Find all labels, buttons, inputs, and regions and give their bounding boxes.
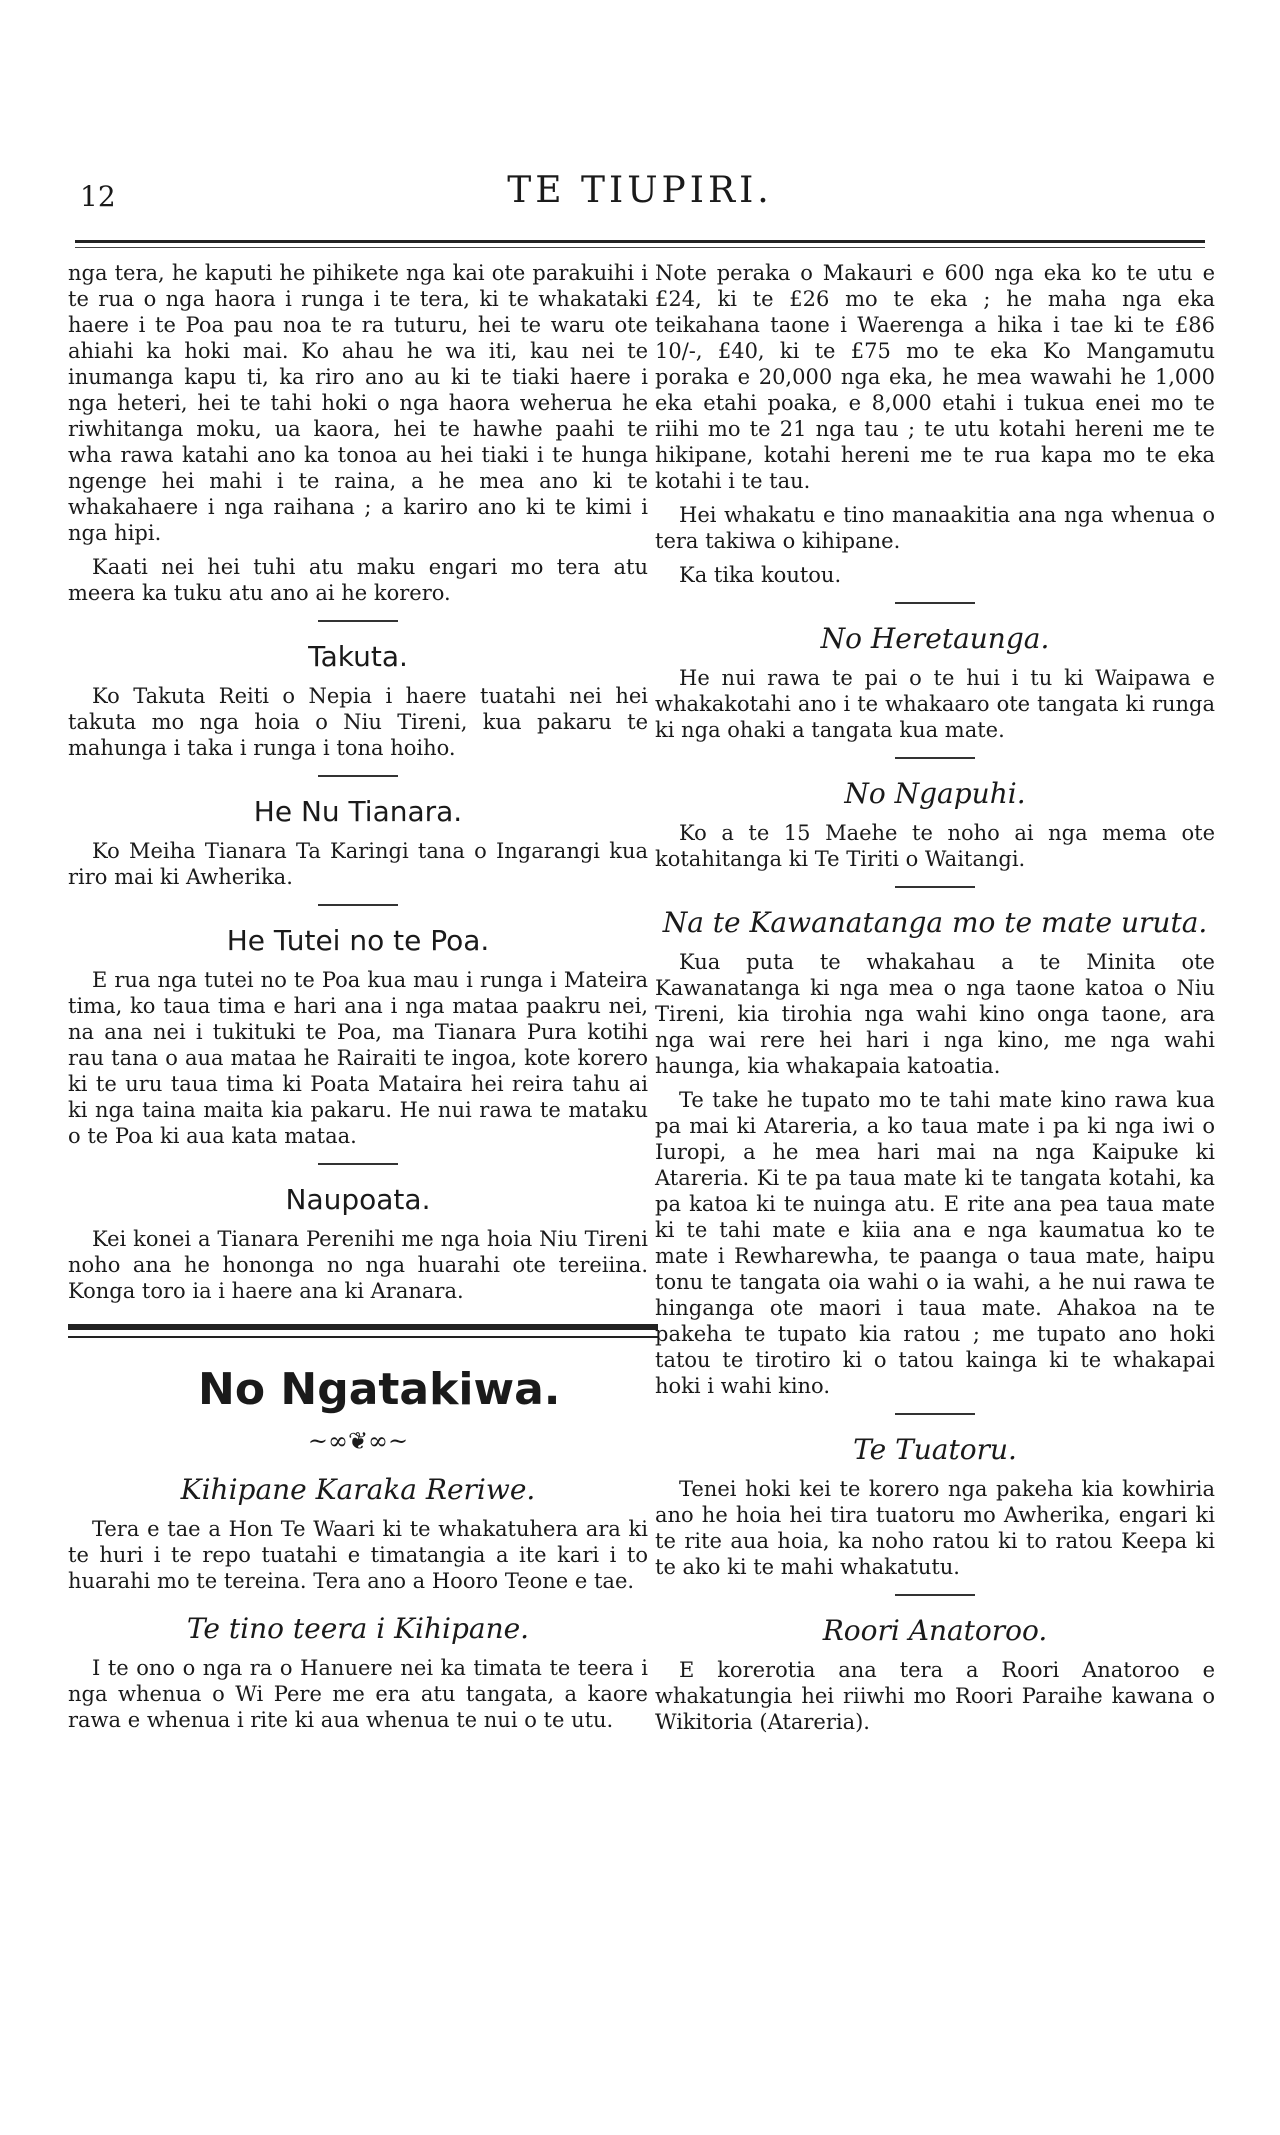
- divider: [895, 886, 975, 888]
- paragraph: Te take he tupato mo te tahi mate kino rawa kua pa mai ki Atareria, a ko taua mate i pa ki nga iwi o Iuropi, a he mea hari mai na nga Kaipuke ki Atareria. Ki te pa taua mate ki te tangata kotahi, ka pa katoa ki te nuinga atu. E rite ana pea taua mate ki te tahi mate e kiia ana e nga kaumatua ko te mate i Rewharewha, te paanga o taua mate, haipu tonu te tangata oia wahi o ia wahi, a he nui rawa te hinganga ote maori i taua mate. Ahakoa na te pakeha te tupato kia ratou ; me tupato ano hoki tatou te tirotiro ki o tatou kainga ki te whakapai hoki i wahi kino.: [655, 1088, 1215, 1398]
- section-heading-tianara: He Nu Tianara.: [253, 795, 463, 828]
- section-heading-ngatakiwa: No Ngatakiwa.: [198, 1364, 561, 1415]
- paragraph: E korerotia ana tera a Roori Anatoroo e whakatungia hei riiwhi mo Roori Paraihe kawana o Wikitoria (Atareria).: [655, 1658, 1215, 1734]
- divider: [318, 904, 398, 906]
- page-number: 12: [80, 180, 116, 213]
- page-header: [80, 160, 1200, 220]
- section-heading-ngapuhi: No Ngapuhi.: [844, 777, 1026, 810]
- divider: [318, 620, 398, 622]
- section-heading-tutei: He Tutei no te Poa.: [226, 924, 490, 957]
- ornament-icon: ~∞❦∞~: [307, 1427, 409, 1455]
- divider: [318, 1163, 398, 1165]
- divider: [318, 775, 398, 777]
- divider: [895, 602, 975, 604]
- section-heading-kawanatanga: Na te Kawanatanga mo te mate uruta.: [662, 906, 1208, 939]
- section-heading-tuatoru: Te Tuatoru.: [853, 1433, 1017, 1466]
- paragraph: nga tera, he kaputi he pihikete nga kai ote parakuihi i te rua o nga haora i runga i te tera, ki te whakataki haere i te Poa pau noa te ra tuturu, hei te waru ote ahiahi ka hoki mai. Ko ahau he wa iti, kau nei te inumanga kapu ti, ka riro ano au ki te tiaki haere i nga heteri, hei te tahi hoki o nga haora weherua he riwhitanga moku, ua kaora, hei te hawhe paahi te wha rawa katahi ano ka tonoa au hei tiaki i te hunga ngenge hei mahi i te raina, a he mea ano ki te whakahaere i nga raihana ; a kariro ano ki te kimi i nga hipi.: [68, 261, 648, 545]
- divider: [895, 1413, 975, 1415]
- paragraph: Ko Meiha Tianara Ta Karingi tana o Ingarangi kua riro mai ki Awherika.: [68, 839, 648, 889]
- divider: [895, 1594, 975, 1596]
- paragraph: Kaati nei hei tuhi atu maku engari mo tera atu meera ka tuku atu ano ai he korero.: [68, 555, 648, 605]
- paragraph: Tenei hoki kei te korero nga pakeha kia kowhiria ano he hoia hei tira tuatoru mo Awherika, engari ki te rite aua hoia, ka noho ratou ki to ratou Keepa ki te ako ki te mahi whakatutu.: [655, 1477, 1215, 1579]
- section-heading-karaka: Kihipane Karaka Reriwe.: [180, 1473, 536, 1506]
- paragraph: Hei whakatu e tino manaakitia ana nga whenua o tera takiwa o kihipane.: [655, 503, 1215, 553]
- paragraph: Tera e tae a Hon Te Waari ki te whakatuhera ara ki te huri i te repo tuatahi e timatangia a ite kari i to huarahi mo te tereina. Tera ano a Hooro Teone e tae.: [68, 1517, 648, 1593]
- header-rule-thin: [75, 247, 1205, 248]
- header-rule: [75, 240, 1205, 243]
- paragraph: Ko a te 15 Maehe te noho ai nga mema ote kotahitanga ki Te Tiriti o Waitangi.: [655, 821, 1215, 871]
- section-heading-teera: Te tino teera i Kihipane.: [186, 1612, 530, 1645]
- section-heading-anatoroo: Roori Anatoroo.: [822, 1614, 1048, 1647]
- right-column: [655, 260, 1215, 1743]
- paragraph: Kua puta te whakahau a te Minita ote Kawanatanga ki nga mea o nga taone katoa o Niu Tireni, kia tirohia nga wahi kino onga taone, ara nga wai rere hei hari i nga kino, me nga wahi haunga, kia whakapaia katoatia.: [655, 950, 1215, 1078]
- left-column: [68, 260, 648, 1741]
- newspaper-title: TE TIUPIRI.: [507, 170, 773, 211]
- paragraph: I te ono o nga ra o Hanuere nei ka timata te teera i nga whenua o Wi Pere me era atu tangata, a kaore rawa e whenua i rite ki aua whenua te nui o te utu.: [68, 1656, 648, 1732]
- paragraph: Ko Takuta Reiti o Nepia i haere tuatahi nei hei takuta mo nga hoia o Niu Tireni, kua pakaru te mahunga i taka i runga i tona hoiho.: [68, 684, 648, 760]
- section-rule: [68, 1324, 658, 1330]
- section-heading-heretaunga: No Heretaunga.: [820, 622, 1050, 655]
- paragraph: Kei konei a Tianara Perenihi me nga hoia Niu Tireni noho ana he hononga no nga huarahi ote tereiina. Konga toro ia i haere ana ki Aranara.: [68, 1227, 648, 1303]
- section-heading-naupoata: Naupoata.: [285, 1183, 431, 1216]
- paragraph: E rua nga tutei no te Poa kua mau i runga i Mateira tima, ko taua tima e hari ana i nga mataa paakru nei, na ana nei i tukituki te Poa, ma Tianara Pura kotihi rau tana o aua mataa he Rairaiti te ingoa, kote korero ki te uru taua tima ki Poata Mataira hei reira tahu ai ki nga taina maita kia pakaru. He nui rawa te mataku o te Poa ki aua kata mataa.: [68, 968, 648, 1148]
- paragraph: Note peraka o Makauri e 600 nga eka ko te utu e £24, ki te £26 mo te eka ; he maha nga eka teikahana taone i Waerenga a hika i tae ki te £86 10/-, £40, ki te £75 mo te eka Ko Mangamutu poraka e 20,000 nga eka, he mea wawahi he 1,000 eka etahi poaka, e 8,000 etahi i tukua enei mo te riihi mo te 21 nga tau ; te utu kotahi hereni me te hikipane, kotahi hereni me te rua kapa mo te eka kotahi i te tau.: [655, 261, 1215, 493]
- paragraph: Ka tika koutou.: [679, 563, 842, 587]
- paragraph: He nui rawa te pai o te hui i tu ki Waipawa e whakakotahi ano i te whakaaro ote tangata ki runga ki nga ohaki a tangata kua mate.: [655, 666, 1215, 742]
- divider: [895, 757, 975, 759]
- section-rule-thin: [68, 1336, 658, 1338]
- section-heading-takuta: Takuta.: [308, 640, 408, 673]
